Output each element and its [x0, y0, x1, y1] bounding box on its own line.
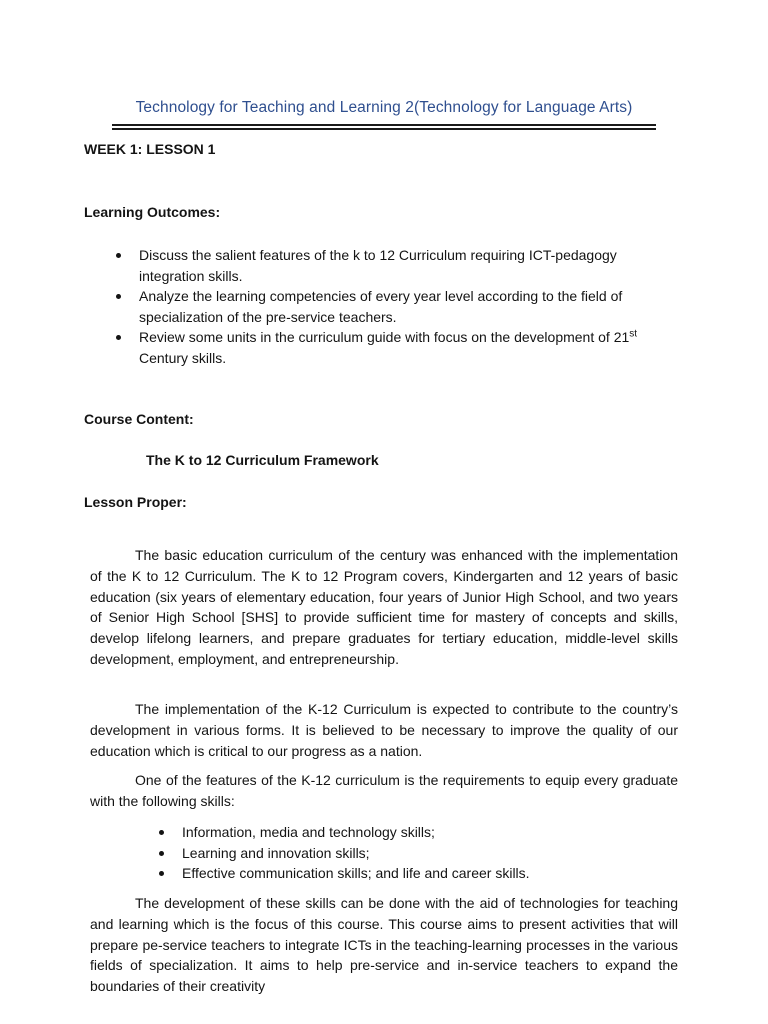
skill-item: Effective communication skills; and life and career skills. — [157, 863, 657, 884]
superscript-st: st — [629, 328, 638, 340]
skill-item: Information, media and technology skills; — [157, 822, 657, 843]
course-topic: The K to 12 Curriculum Framework — [146, 452, 379, 468]
skill-item: Learning and innovation skills; — [157, 843, 657, 864]
learning-outcome-item: Discuss the salient features of the k to 12 Curriculum requiring ICT-pedagogy integration skills. — [114, 245, 680, 286]
lesson-paragraph: One of the features of the K-12 curriculum is the requirements to equip every graduate with the following skills: — [90, 772, 678, 809]
header-rule-top — [112, 124, 656, 126]
learning-outcomes-heading: Learning Outcomes: — [84, 204, 221, 220]
skills-list — [157, 822, 657, 884]
lesson-paragraph: The development of these skills can be done with the aid of technologies for teaching and learning which is the focus of this course. This course aims to present activities that will prepare pe-service teachers to integrate ICTs in the teaching-learning processes in the various fields of specialization. It aims to help pre-service and in-service teachers to expand the boundaries of their creativity — [90, 895, 678, 995]
document-header-title: Technology for Teaching and Learning 2(Technology for Language Arts) — [135, 99, 633, 116]
learning-outcome-text-tail: Century skills. — [139, 349, 227, 366]
learning-outcome-item — [114, 327, 680, 368]
lesson-paragraph: The basic education curriculum of the century was enhanced with the implementation of the K to 12 Curriculum. The K to 12 Program covers, Kindergarten and 12 years of basic education (six years of elementary education, four years of Junior High School, and two years of Senior High School [SHS] to provide sufficient time for mastery of concepts and skills, develop lifelong learners, and prepare graduates for tertiary education, middle-level skills development, employment, and entrepreneurship. — [90, 547, 678, 667]
learning-outcome-text: Review some units in the curriculum guide with focus on the development of 21 — [139, 329, 630, 345]
lesson-proper-heading: Lesson Proper: — [84, 494, 187, 510]
learning-outcomes-list — [114, 245, 680, 368]
course-content-heading: Course Content: — [84, 411, 194, 427]
header-rule-bottom — [112, 128, 656, 130]
week-lesson-heading: WEEK 1: LESSON 1 — [84, 141, 216, 157]
learning-outcome-item: Analyze the learning competencies of every year level according to the field of specialization of the pre-service teachers. — [114, 286, 680, 327]
lesson-paragraph: The implementation of the K-12 Curriculum is expected to contribute to the country’s development in various forms. It is believed to be necessary to improve the quality of our education which is critical to our progress as a nation. — [90, 701, 678, 759]
